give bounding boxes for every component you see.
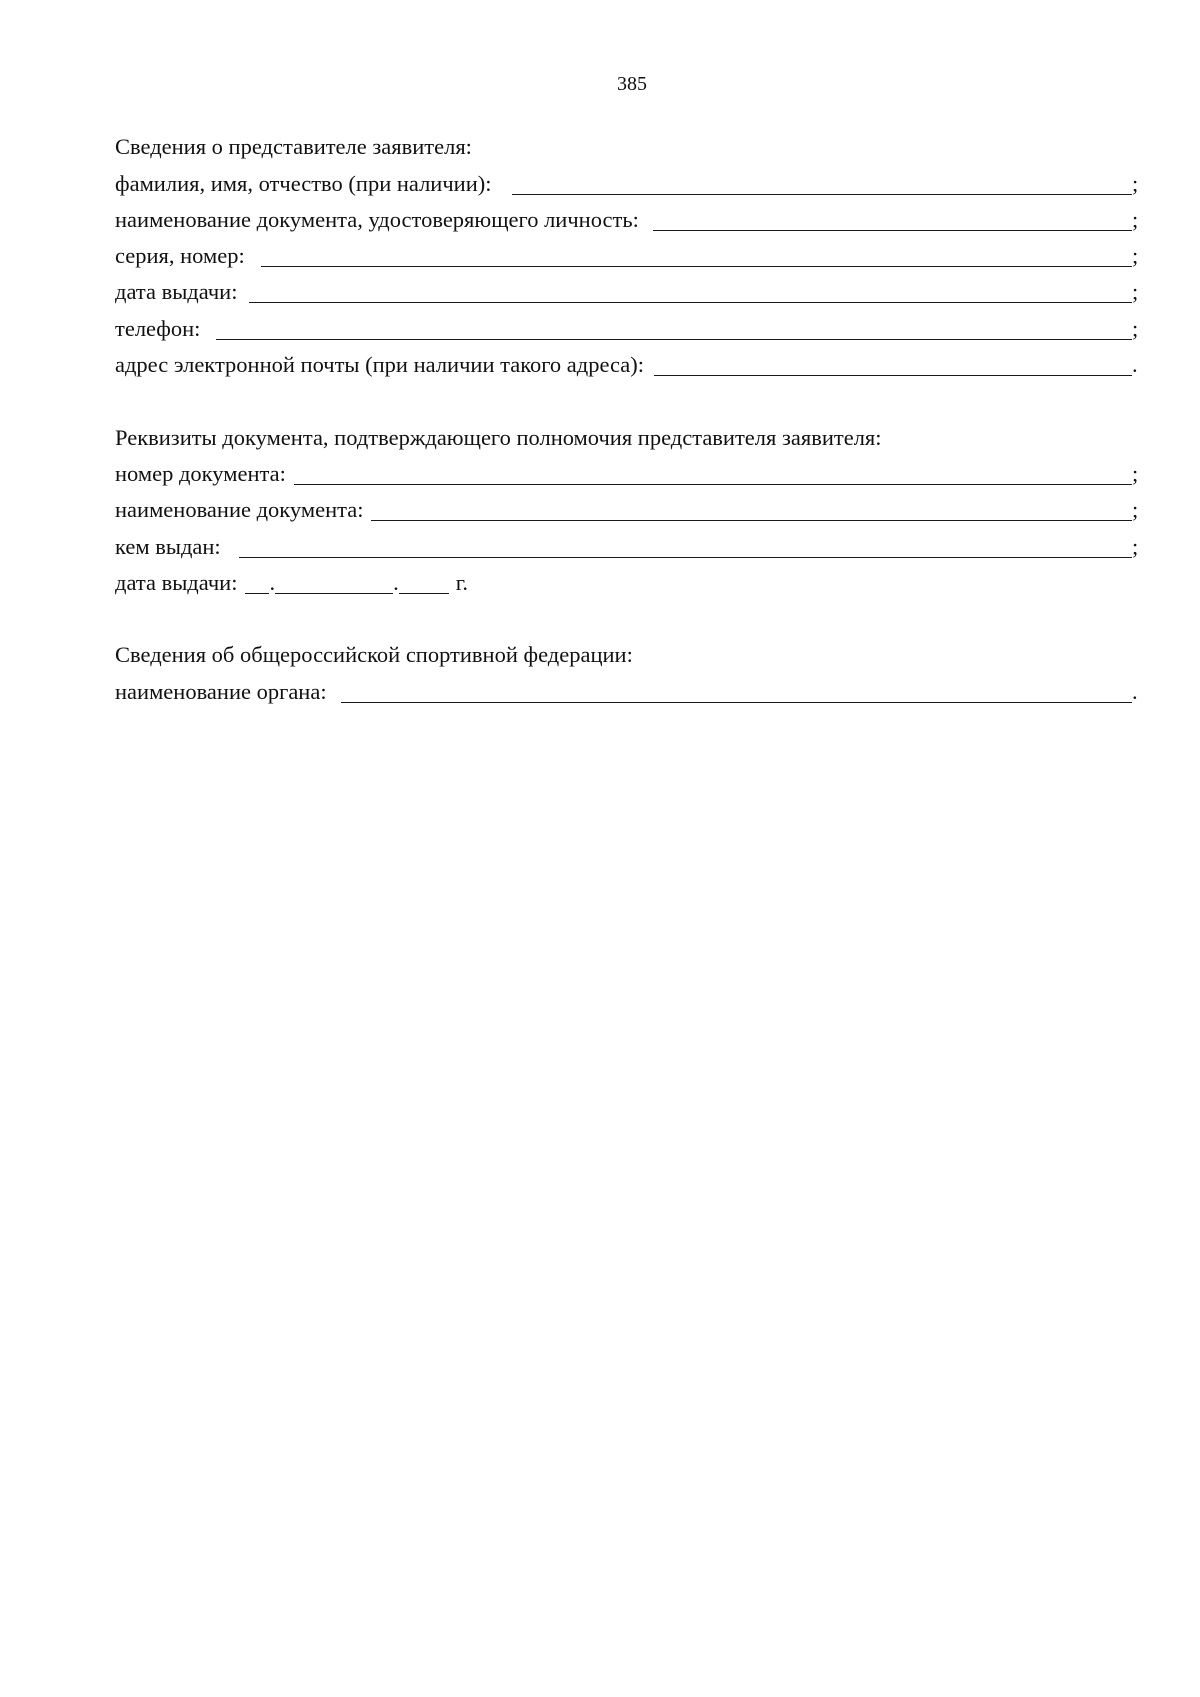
authority-document-issuer-label: кем выдан:: [115, 533, 221, 559]
issue-day-field[interactable]: [245, 571, 269, 594]
authority-document-issuer-field[interactable]: [239, 535, 1132, 558]
section-gap: [115, 598, 1138, 634]
row-terminator: ;: [1132, 315, 1139, 341]
authority-document-name-row: [115, 489, 1138, 525]
issue-month-field[interactable]: [275, 571, 393, 594]
representative-email-row: [115, 344, 1138, 380]
row-terminator: ;: [1132, 170, 1139, 196]
representative-issue-date-row: [115, 271, 1138, 307]
row-terminator: ;: [1132, 533, 1139, 559]
authority-document-issue-date-row: [115, 562, 1138, 598]
row-terminator: ;: [1132, 279, 1139, 305]
row-terminator: ;: [1132, 206, 1139, 232]
representative-phone-row: [115, 307, 1138, 343]
representative-heading: Сведения о представителе заявителя:: [115, 134, 472, 160]
authority-document-issue-date-label: дата выдачи:: [115, 569, 238, 595]
row-terminator: ;: [1132, 497, 1139, 523]
section-gap: [115, 380, 1138, 416]
form-content: [115, 126, 1138, 707]
date-separator: .: [393, 569, 399, 595]
federation-heading: Сведения об общероссийской спортивной федерации:: [115, 642, 633, 668]
representative-series-number-row: [115, 235, 1138, 271]
authority-document-name-field[interactable]: [371, 498, 1132, 521]
representative-phone-label: телефон:: [115, 315, 201, 341]
date-separator: .: [269, 569, 276, 595]
federation-body-name-field[interactable]: [341, 680, 1132, 703]
representative-issue-date-field[interactable]: [249, 280, 1132, 303]
issue-year-field[interactable]: [399, 571, 449, 594]
row-terminator: .: [1132, 678, 1138, 704]
row-terminator: ;: [1132, 243, 1139, 269]
representative-id-document-row: [115, 199, 1138, 235]
authority-document-issuer-row: [115, 525, 1138, 561]
representative-id-document-field[interactable]: [653, 208, 1132, 231]
representative-fullname-label: фамилия, имя, отчество (при наличии):: [115, 170, 492, 196]
representative-issue-date-label: дата выдачи:: [115, 279, 238, 305]
authority-document-number-field[interactable]: [294, 462, 1132, 485]
representative-fullname-row: [115, 162, 1138, 198]
representative-series-number-label: серия, номер:: [115, 243, 245, 269]
authority-document-number-label: номер документа:: [115, 460, 286, 486]
authority-document-number-row: [115, 453, 1138, 489]
representative-id-document-label: наименование документа, удостоверяющего личность:: [115, 206, 639, 232]
page-number: 385: [617, 73, 647, 95]
row-terminator: ;: [1132, 460, 1139, 486]
representative-email-field[interactable]: [654, 353, 1132, 376]
row-terminator: .: [1132, 352, 1138, 378]
year-suffix: г.: [455, 569, 469, 595]
federation-body-name-label: наименование органа:: [115, 678, 327, 704]
representative-fullname-field[interactable]: [512, 172, 1133, 195]
representative-email-label: адрес электронной почты (при наличии такого адреса):: [115, 352, 645, 378]
representative-series-number-field[interactable]: [261, 244, 1132, 267]
authority-document-name-label: наименование документа:: [115, 497, 364, 523]
representative-phone-field[interactable]: [216, 317, 1132, 340]
federation-body-name-row: [115, 670, 1138, 706]
authority-document-heading: Реквизиты документа, подтверждающего полномочия представителя заявителя:: [115, 424, 882, 450]
